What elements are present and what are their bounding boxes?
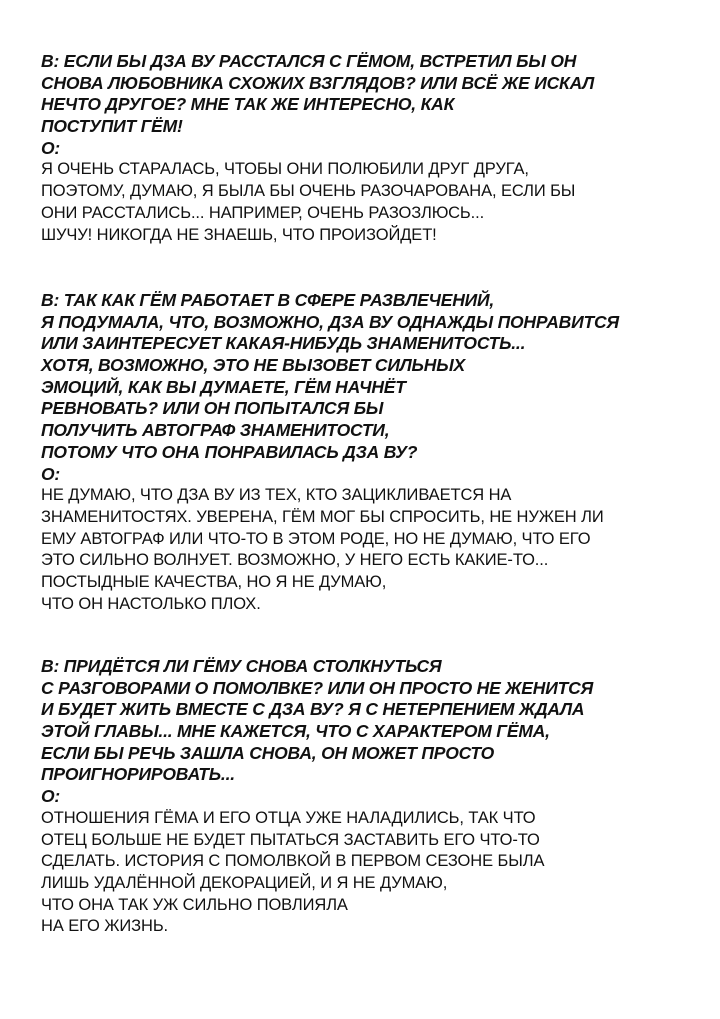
- question-line: В: ТАК КАК ГЁМ РАБОТАЕТ В СФЕРЕ РАЗВЛЕЧЕНИЙ,: [41, 290, 495, 310]
- question-line: НЕЧТО ДРУГОЕ? МНЕ ТАК ЖЕ ИНТЕРЕСНО, КАК: [41, 94, 455, 115]
- question-line: ПОСТУПИТ ГЁМ!: [41, 116, 183, 137]
- answer-line: ПОЭТОМУ, ДУМАЮ, Я БЫЛА БЫ ОЧЕНЬ РАЗОЧАРОВАНА, ЕСЛИ БЫ: [41, 182, 576, 201]
- answer-line: СДЕЛАТЬ. ИСТОРИЯ С ПОМОЛВКОЙ В ПЕРВОМ СЕЗОНЕ БЫЛА: [41, 852, 545, 871]
- question-line: ПОЛУЧИТЬ АВТОГРАФ ЗНАМЕНИТОСТИ,: [41, 420, 390, 441]
- qa-block-2: [41, 290, 701, 615]
- qa-block-3: [41, 656, 701, 938]
- answer-label: О:: [41, 137, 61, 158]
- question-line: ЕСЛИ БЫ РЕЧЬ ЗАШЛА СНОВА, ОН МОЖЕТ ПРОСТО: [41, 742, 495, 763]
- question-line: СНОВА ЛЮБОВНИКА СХОЖИХ ВЗГЛЯДОВ? ИЛИ ВСЁ ЖЕ ИСКАЛ: [41, 72, 595, 93]
- question-line: ПРОИГНОРИРОВАТЬ...: [41, 764, 235, 785]
- answer-line: ЕМУ АВТОГРАФ ИЛИ ЧТО-ТО В ЭТОМ РОДЕ, НО НЕ ДУМАЮ, ЧТО ЕГО: [41, 529, 591, 548]
- question-line: В: ПРИДЁТСЯ ЛИ ГЁМУ СНОВА СТОЛКНУТЬСЯ: [41, 656, 442, 676]
- question-line: ЭТОЙ ГЛАВЫ... МНЕ КАЖЕТСЯ, ЧТО С ХАРАКТЕРОМ ГЁМА,: [41, 721, 550, 742]
- answer-label: О:: [41, 463, 61, 484]
- question-line: ЭМОЦИЙ, КАК ВЫ ДУМАЕТЕ, ГЁМ НАЧНЁТ: [41, 376, 406, 397]
- question-line: Я ПОДУМАЛА, ЧТО, ВОЗМОЖНО, ДЗА ВУ ОДНАЖДЫ ПОНРАВИТСЯ: [41, 311, 619, 332]
- question-line: И БУДЕТ ЖИТЬ ВМЕСТЕ С ДЗА ВУ? Я С НЕТЕРПЕНИЕМ ЖДАЛА: [41, 699, 585, 720]
- answer-line: ЧТО ОН НАСТОЛЬКО ПЛОХ.: [41, 594, 261, 613]
- answer-line: ШУЧУ! НИКОГДА НЕ ЗНАЕШЬ, ЧТО ПРОИЗОЙДЕТ!: [41, 225, 437, 244]
- question-line: С РАЗГОВОРАМИ О ПОМОЛВКЕ? ИЛИ ОН ПРОСТО НЕ ЖЕНИТСЯ: [41, 677, 594, 698]
- answer-line: Я ОЧЕНЬ СТАРАЛАСЬ, ЧТОБЫ ОНИ ПОЛЮБИЛИ ДРУГ ДРУГА,: [41, 160, 529, 179]
- answer-line: ЭТО СИЛЬНО ВОЛНУЕТ. ВОЗМОЖНО, У НЕГО ЕСТЬ КАКИЕ-ТО...: [41, 551, 549, 570]
- answer-line: ЗНАМЕНИТОСТЯХ. УВЕРЕНА, ГЁМ МОГ БЫ СПРОСИТЬ, НЕ НУЖЕН ЛИ: [41, 507, 604, 526]
- answer-line: НА ЕГО ЖИЗНЬ.: [41, 917, 169, 936]
- question-line: ХОТЯ, ВОЗМОЖНО, ЭТО НЕ ВЫЗОВЕТ СИЛЬНЫХ: [41, 355, 465, 376]
- question-line: ИЛИ ЗАИНТЕРЕСУЕТ КАКАЯ-НИБУДЬ ЗНАМЕНИТОСТЬ...: [41, 333, 526, 354]
- question-line: В: ЕСЛИ БЫ ДЗА ВУ РАССТАЛСЯ С ГЁМОМ, ВСТРЕТИЛ БЫ ОН: [41, 51, 577, 71]
- answer-label: О:: [41, 786, 61, 807]
- answer-line: ОТНОШЕНИЯ ГЁМА И ЕГО ОТЦА УЖЕ НАЛАДИЛИСЬ, ТАК ЧТО: [41, 808, 536, 827]
- qa-block-1: [41, 51, 701, 246]
- answer-line: ПОСТЫДНЫЕ КАЧЕСТВА, НО Я НЕ ДУМАЮ,: [41, 572, 387, 591]
- answer-line: ЛИШЬ УДАЛЁННОЙ ДЕКОРАЦИЕЙ, И Я НЕ ДУМАЮ,: [41, 873, 448, 892]
- question-line: ПОТОМУ ЧТО ОНА ПОНРАВИЛАСЬ ДЗА ВУ?: [41, 441, 418, 462]
- answer-line: НЕ ДУМАЮ, ЧТО ДЗА ВУ ИЗ ТЕХ, КТО ЗАЦИКЛИВАЕТСЯ НА: [41, 486, 512, 505]
- answer-line: ОТЕЦ БОЛЬШЕ НЕ БУДЕТ ПЫТАТЬСЯ ЗАСТАВИТЬ ЕГО ЧТО-ТО: [41, 830, 540, 849]
- question-line: РЕВНОВАТЬ? ИЛИ ОН ПОПЫТАЛСЯ БЫ: [41, 398, 384, 419]
- answer-line: ОНИ РАССТАЛИСЬ... НАПРИМЕР, ОЧЕНЬ РАЗОЗЛЮСЬ...: [41, 203, 485, 222]
- answer-line: ЧТО ОНА ТАК УЖ СИЛЬНО ПОВЛИЯЛА: [41, 895, 348, 914]
